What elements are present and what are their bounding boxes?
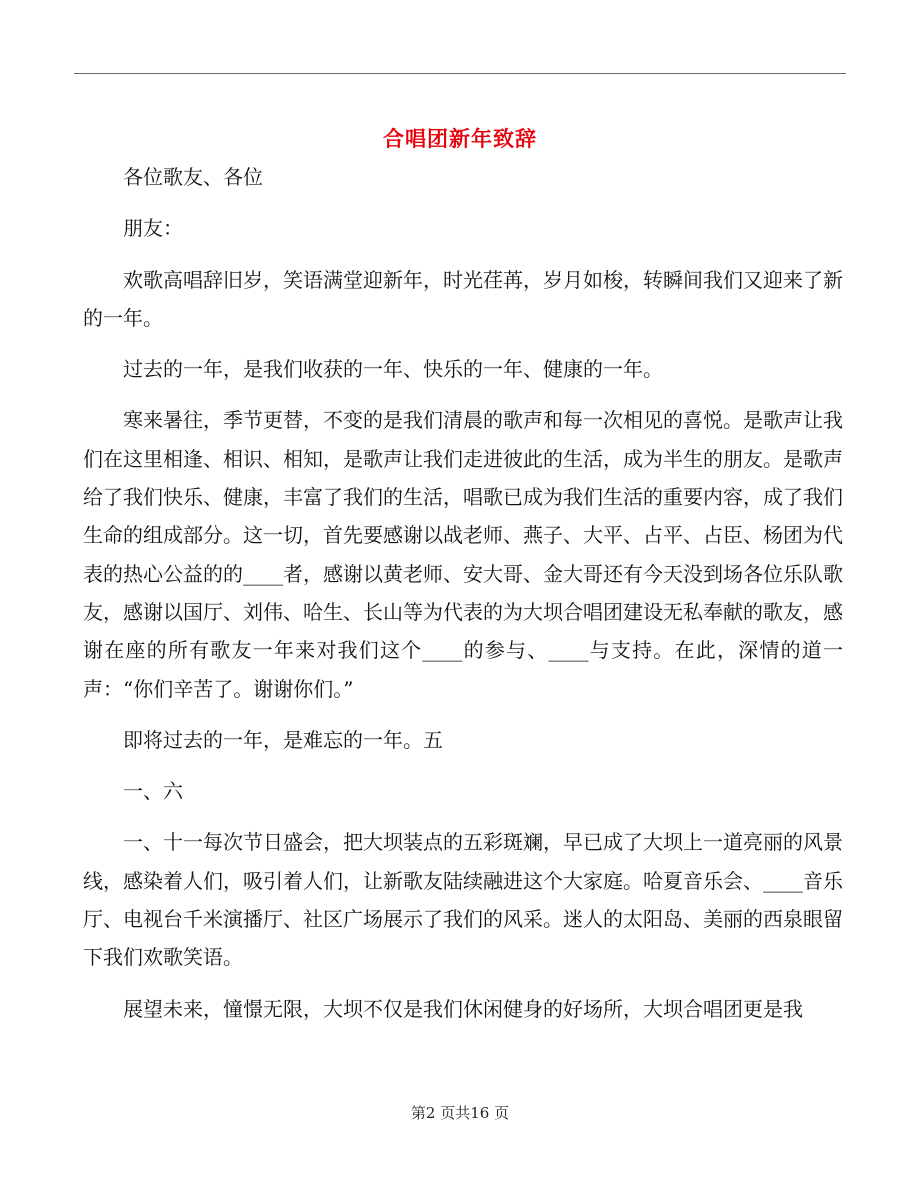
header-rule [74,73,846,74]
page-number: 第2 页共16 页 [410,1104,510,1122]
paragraph: 展望未来，憧憬无限，大坝不仅是我们休闲健身的好场所，大坝合唱团更是我 [123,996,803,1021]
paragraph: 朋友： [123,216,183,241]
paragraph: 欢歌高唱辞旧岁，笑语满堂迎新年，时光荏苒，岁月如梭，转瞬间我们又迎来了新的一年。 [83,267,843,330]
document-title: 合唱团新年致辞 [383,126,537,152]
document-body [83,158,843,1028]
paragraph: 寒来暑往，季节更替，不变的是我们清晨的歌声和每一次相见的喜悦。是歌声让我们在这里相逢、相识、相知，是歌声让我们走进彼此的生活，成为半生的朋友。是歌声给了我们快乐、健康，丰富了我们的生活，唱歌已成为我们生活的重要内容，成了我们生命的组成部分。这一切，首先要感谢以战老师、燕子、大平、占平、占臣、杨团为代表的热心公益的的____者，感谢以黄老师、安大哥、金大哥还有今天没到场各位乐队歌友，感谢以国厅、刘伟、哈生、长山等为代表的为大坝合唱团建设无私奉献的歌友，感谢在座的所有歌友一年来对我们这个____的参与、____与支持。在此，深情的道一声：“你们辛苦了。谢谢你们。” [83,408,843,701]
paragraph: 一、六 [123,779,183,804]
paragraph: 各位歌友、各位 [123,165,263,189]
paragraph: 一、十一每次节日盛会，把大坝装点的五彩斑斓，早已成了大坝上一道亮丽的风景线，感染着人们，吸引着人们，让新歌友陆续融进这个大家庭。哈夏音乐会、____音乐厅、电视台千米演播厅、社区广场展示了我们的风采。迷人的太阳岛、美丽的西泉眼留下我们欢歌笑语。 [83,830,843,970]
paragraph: 即将过去的一年，是难忘的一年。五 [123,727,443,752]
paragraph: 过去的一年，是我们收获的一年、快乐的一年、健康的一年。 [123,357,663,382]
